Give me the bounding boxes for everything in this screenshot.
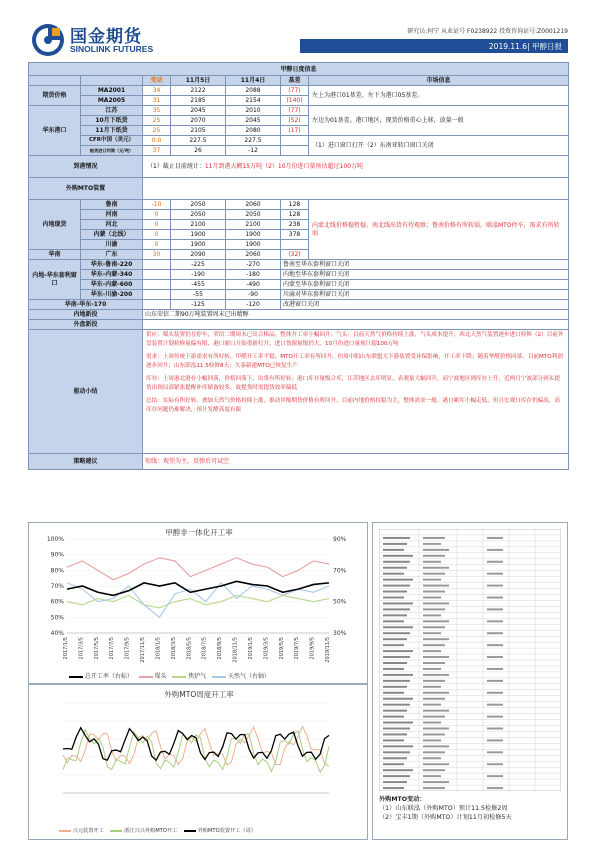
- side-table-cell-mark: [423, 620, 449, 622]
- chart-mto-plot: [29, 685, 369, 841]
- table-row: 河南: [81, 210, 143, 220]
- table-title: 甲醇日度信息: [29, 63, 569, 76]
- side-table-cell-mark: [383, 722, 413, 724]
- section-mto: 外购MTO装置: [29, 178, 143, 200]
- side-table-cell-mark: [487, 751, 503, 753]
- chart-legend: [69, 671, 369, 680]
- side-table-cell-mark: [383, 674, 413, 676]
- table-row: MA2005: [81, 96, 143, 106]
- side-table-cell-mark: [383, 739, 404, 741]
- side-table-cell-mark: [383, 591, 407, 593]
- header-date-1: 11月5日: [171, 76, 226, 86]
- side-table-cell-mark: [383, 585, 410, 587]
- section-east-port: 华东港口: [29, 106, 81, 156]
- section-inland: 内地现货: [29, 200, 81, 250]
- table-row: 江苏: [81, 106, 143, 116]
- table-row: 华南-华东-170: [29, 300, 143, 310]
- side-table-cell-mark: [423, 674, 449, 676]
- side-table-cell-mark: [423, 733, 445, 735]
- side-table-cell-mark: [423, 662, 445, 664]
- side-table-cell-mark: [383, 638, 407, 640]
- side-table-cell-mark: [423, 751, 445, 753]
- side-table-cell-mark: [487, 597, 503, 599]
- table-row: 广东: [81, 250, 143, 260]
- side-table-cell-mark: [423, 555, 445, 557]
- side-table-cell-mark: [383, 644, 404, 646]
- side-table-cell-mark: [423, 632, 441, 634]
- chart-legend: [59, 827, 369, 834]
- x-tick-label: 2018/11/5: [232, 637, 239, 663]
- side-table-cell-mark: [487, 680, 503, 682]
- side-table-cell-mark: [423, 686, 441, 688]
- chart-title: 外购MTO周度开工率: [164, 690, 234, 699]
- side-table-cell-mark: [423, 716, 445, 718]
- side-table-cell-mark: [423, 585, 449, 587]
- table-row: 华东-内蒙-600: [81, 280, 143, 290]
- header-change: 变动: [143, 76, 171, 86]
- x-tick-label: 2019/1/5: [247, 637, 254, 660]
- side-table-cell-mark: [487, 608, 503, 610]
- drivers-inventory: 库存：上周港北港存小幅回落，价格回落下，出货有所好转；港口库存量级合库，江苏地区去库明显，表观量大幅回升，而宁波地区则库存上升，近两日宁波部分码头提货出现局部紧张提醒补库储备较多，故提货时需提货效率偏低: [146, 376, 560, 391]
- y-tick-label: 40%: [50, 630, 64, 637]
- y-tick-label: 50%: [50, 614, 64, 622]
- y-tick-label: 80%: [50, 567, 64, 575]
- header-blank: [29, 76, 81, 86]
- side-table-cell-mark: [383, 668, 404, 670]
- side-table-cell-mark: [487, 561, 503, 563]
- side-table-cell-mark: [423, 591, 445, 593]
- side-table-cell-mark: [423, 579, 441, 581]
- x-tick-label: 2018/7/5: [201, 637, 208, 660]
- side-table-cell-mark: [383, 579, 413, 581]
- drivers-supply: 供应：煤头装置仍在停车，荣信二期周末已出合格品，整体开工率小幅回升；气头：目前天然气价格持续上涨，气头成本提升，西北天然气装置逐步进口检修（2）目前外盘装置计划检修量偏有限，港口窗口开始重新打开，进口货源量级仍大，10月份进口量预计超100万吨: [146, 332, 564, 347]
- side-table-cell-mark: [383, 650, 413, 652]
- table-row: 内蒙（北线）: [81, 230, 143, 240]
- side-table-cell-mark: [487, 644, 503, 646]
- import-window-note: （1）进口窗口打开（2）东南亚转口窗口关闭: [309, 136, 569, 156]
- side-table-cell-mark: [383, 728, 410, 730]
- side-table-cell-mark: [487, 668, 503, 670]
- table-row: 河北: [81, 220, 143, 230]
- side-caption-1: （1）山东联泓（外购MTO）预计11.5检修2周: [379, 805, 508, 812]
- side-table-cell-mark: [383, 626, 413, 628]
- header-blank-2: [81, 76, 143, 86]
- side-table-cell-mark: [383, 602, 413, 604]
- side-table-cell-mark: [383, 597, 404, 599]
- legend-gas: 天然气（右轴）: [227, 673, 270, 680]
- table-row: MA2001: [81, 86, 143, 96]
- y-tick-label: 70%: [50, 583, 64, 590]
- series-b-line: [63, 730, 329, 772]
- y-tick-label: 60%: [50, 598, 64, 606]
- side-table-cell-mark: [423, 787, 445, 789]
- side-table-cell-mark: [383, 608, 410, 610]
- side-table-cell-mark: [423, 698, 445, 700]
- section-strategy: 策略建议: [29, 454, 143, 470]
- legend-c: 外购MTO装置开工（周）: [197, 828, 256, 834]
- table-row: 川渝: [81, 240, 143, 250]
- x-tick-label: 2018/9/5: [217, 637, 224, 660]
- side-table-cell-mark: [423, 680, 445, 682]
- side-table-cell-mark: [383, 769, 413, 771]
- section-arbitrage: 内地-华东套利窗口: [29, 260, 81, 300]
- x-tick-label: 2017/7/5: [109, 637, 116, 660]
- x-tick-label: 2017/3/5: [78, 637, 85, 660]
- y-tick-label: 90%: [50, 551, 64, 559]
- side-table-cell-mark: [423, 638, 449, 640]
- side-table-cell-mark: [423, 549, 449, 551]
- header-basis: 基差: [281, 76, 309, 86]
- side-table-cell-mark: [423, 644, 445, 646]
- section-overseas-new: 外盘新投: [29, 320, 143, 330]
- analyst-info: 研究员:何宁 从业证号 F0238922 投资咨询证号:Z0001219: [407, 28, 568, 35]
- table-row: 10月下纸货: [81, 116, 143, 126]
- side-table-cell-mark: [423, 597, 441, 599]
- side-table-cell-mark: [487, 549, 503, 551]
- side-table-cell-mark: [487, 537, 503, 539]
- side-table-cell-mark: [423, 745, 449, 747]
- side-table-cell-mark: [383, 775, 410, 777]
- side-table-cell-mark: [423, 543, 441, 545]
- series-gas-line: [67, 583, 329, 617]
- logo-text-en: SINOLINK FUTURES: [70, 44, 154, 54]
- side-table-cell-mark: [423, 710, 449, 712]
- side-table-cell-mark: [383, 787, 404, 789]
- x-tick-label: 2017/1/5: [63, 637, 69, 660]
- logo-icon: [30, 22, 66, 58]
- side-table-cell-mark: [383, 698, 413, 700]
- side-table-cell-mark: [423, 537, 445, 539]
- inland-note: 内蒙北线价格稳暂稳。南北线出货有待观察；鲁南价格有所转弱，联泓MTO停车，需求有所转弱: [309, 200, 569, 260]
- series-total-line: [67, 581, 329, 595]
- side-table-cell-mark: [383, 632, 410, 634]
- legend-coal: 煤头: [154, 673, 167, 680]
- section-futures: 期货价格: [29, 86, 81, 106]
- side-table-cell-mark: [383, 763, 404, 765]
- arrival-prefix: （1）截止目前统计：: [147, 163, 205, 170]
- side-table-cell-mark: [423, 722, 441, 724]
- daily-info-table: 甲醇日度信息 变动 11月5日 11月4日 基差 市场信息 期货价格 MA2001 34 2122 2088 (77) 左上为港口01基差、左下为港口05基差。 MA2005 31 2185 2154 (140) 华东港口 江苏 35 2045 2010 (77) 左边为01基差。港口地区，现货价格重心上移，放量一般 10月下纸货 25 2070 2045 (52) 11月下纸货 25 2105 2080 (17) CFR中国（美元） 0.0 227.5 227.5 （1）进口窗口打开（2）东南亚转口窗口关闭 船货进口利润（元/吨） 37 26 -12 到港情况 （1）截止目前统计：11月到港大概15万吨（2）10月份进口量预估超过100万吨 外购MTO装置 内地现货 鲁南 -10 2050 2060 128 内蒙北线价格稳暂稳。南北线出货有待观察；鲁南价格有所转弱，联泓MTO停车，需求有所转弱 河南 0 2050 2050 128 河北 0 2100 2100 238 内蒙（北线） 0 1900 1900 378 川渝 0 1900 1900 华南 广东 30 2090 2060 (32) 内地-华东套利窗口 华东-鲁南-220 -225 -270 鲁南至华东套利窗口关闭 华东-内蒙-340 -190 -180 内地至华东套利窗口关闭 华东-内蒙-600 -455 -490 内蒙至华东套利窗口关闭 华东-川渝-200 -55 -90 川渝对华东套利窗口关闭 华南-华东-170 -125 -120 改港窗口关闭 内地新投 山东荣信二期90万吨装置周末已出精醇 外盘新投 驱动小结 供应：煤头装置仍在停车，荣信二期周末已出合格品，整体开工率小幅回升；气头：目前天然气价格持续上涨，气头成本提升，西北天然气装置逐步进口检修（2）目前外盘装置计划检修量偏有限，港口窗口开始重新打开，进口货源量级仍大，10月份进口量预计超100万吨 需求：上周传统下游需求有所好转，甲醛开工率平稳，MTO开工率有所回升，但周中阳山东联盟大下游装置受环保影响，开工率下降；随着华醛价格回落，目前MTO利润逐步回升；山东联泓11.5检修8天；久泰新建MTO已恢复生产 库存：上周港北港存小幅回落，价格回落下，出货有所好转；港口库存量级合库，江苏地区去库明显，表观量大幅回升，而宁波地区则库存上升，近两日宁波部分码头提货出现局部紧张提醒补库储备较多，故提货时需提货效率偏低 总结：实际有所好转，叠加天然气价格持续上涨，推动甲醇期货价格有所回升，目前内地价格持稳为主，整体需求一般。港口累库小幅走低，但且宏观口库存仍偏高，高库存问题仍难解决，预计发酵高度有限 策略建议 短线：观望为主，反弹后可试空: [28, 62, 569, 470]
- header-date-2: 11月4日: [226, 76, 281, 86]
- side-table-cell-mark: [423, 561, 441, 563]
- side-table-cell-mark: [487, 585, 503, 587]
- side-table-cell-mark: [383, 757, 407, 759]
- side-table-cell-mark: [383, 716, 404, 718]
- side-table-cell-mark: [383, 543, 407, 545]
- side-table-cell-mark: [423, 757, 441, 759]
- side-table-cell-mark: [423, 656, 449, 658]
- side-table-cell-mark: [423, 650, 441, 652]
- side-table-cell-mark: [383, 549, 404, 551]
- legend-a: 兴元装置开工: [72, 828, 104, 834]
- side-table-cell-mark: [383, 561, 410, 563]
- table-row: CFR中国（美元）: [81, 136, 143, 146]
- side-table-cell-mark: [487, 573, 503, 575]
- overseas-new-blank: [143, 320, 569, 330]
- y-tick-label: 100%: [46, 536, 64, 543]
- section-inland-new: 内地新投: [29, 310, 143, 320]
- side-table-cell-mark: [383, 733, 407, 735]
- side-table-cell-mark: [423, 626, 445, 628]
- x-tick-label: 2019/7/5: [294, 637, 301, 660]
- side-table-cell-mark: [383, 614, 407, 616]
- table-row: 华东-内蒙-340: [81, 270, 143, 280]
- x-tick-label: 2017/5/5: [93, 637, 100, 660]
- table-row: 11月下纸货: [81, 126, 143, 136]
- side-table-cell-mark: [423, 608, 445, 610]
- side-table-cell-mark: [383, 537, 410, 539]
- side-table-cell-mark: [423, 567, 449, 569]
- side-table-cell-mark: [423, 769, 445, 771]
- side-table-cell-mark: [487, 716, 503, 718]
- logo-text-cn: 国金期货: [70, 27, 142, 47]
- side-table-cell-mark: [423, 739, 441, 741]
- arrival-text: 11月到港大概15万吨（2）10月份进口量预估超过100万吨: [204, 163, 364, 170]
- side-table-cell-mark: [383, 751, 410, 753]
- futures-note: 左上为港口01基差、左下为港口05基差。: [309, 86, 569, 106]
- side-table-cell-mark: [383, 656, 410, 658]
- side-table-cell-mark: [487, 775, 503, 777]
- side-table-cell-mark: [487, 632, 503, 634]
- section-arrival: 到港情况: [29, 156, 143, 178]
- side-table-cell-mark: [423, 614, 441, 616]
- side-table-cell-mark: [383, 692, 404, 694]
- mto-blank: [143, 178, 569, 200]
- side-table-cell-mark: [487, 704, 503, 706]
- section-south: 华南: [29, 250, 81, 260]
- side-table-cell-mark: [487, 763, 503, 765]
- side-table-cell-mark: [383, 573, 404, 575]
- legend-total: 总开工率（右标）: [84, 673, 133, 680]
- side-table-cell-mark: [383, 680, 410, 682]
- side-table-cell-mark: [487, 656, 503, 658]
- x-tick-label: 2017/9/5: [124, 637, 131, 660]
- chart-utilization-plot: [29, 523, 369, 685]
- side-table-cell-mark: [423, 602, 449, 604]
- table-row: 华东-鲁南-220: [81, 260, 143, 270]
- side-table-cell-mark: [383, 662, 407, 664]
- side-table-cell-mark: [383, 704, 410, 706]
- side-caption-2: （2）宝丰1期（外购MTO）计划11月初检修5天: [379, 814, 512, 821]
- report-title: 2019.11.6| 甲醇日报: [488, 42, 562, 51]
- legend-coke: 焦炉气: [188, 673, 207, 680]
- x-tick-label: 2018/5/5: [186, 637, 193, 660]
- legend-b: 浙江兴兴外购MTO开工: [124, 828, 178, 834]
- side-table-cell-mark: [487, 620, 503, 622]
- y2-tick-label: 90%: [333, 536, 347, 543]
- x-tick-label: 2018/1/5: [155, 637, 162, 660]
- drivers-summary: 总结：实际有所好转，叠加天然气价格持续上涨，推动甲醇期货价格有所回升，目前内地价格持稳为主，整体需求一般。港口累库小幅走低，但且宏观口库存仍偏高，高库存问题仍难解决，预计发酵高度有限: [146, 398, 560, 413]
- y2-tick-label: 50%: [333, 598, 347, 606]
- side-table-cell-mark: [487, 787, 503, 789]
- side-table-cell-mark: [423, 692, 449, 694]
- chart-mto: [28, 684, 368, 840]
- side-table-cell-mark: [487, 692, 503, 694]
- side-table-cell-mark: [383, 567, 407, 569]
- side-panel: [372, 522, 568, 840]
- table-row: 船货进口利润（元/吨）: [81, 146, 143, 156]
- section-drivers: 驱动小结: [29, 330, 143, 454]
- side-table-image: [379, 529, 561, 791]
- x-tick-label: 2019/3/5: [263, 637, 270, 660]
- side-table-cell-mark: [383, 620, 404, 622]
- inland-new-text: 山东荣信二期90万吨装置周末已出精醇: [143, 310, 569, 320]
- header-market-info: 市场信息: [309, 76, 569, 86]
- side-table-cell-mark: [423, 775, 441, 777]
- side-table-cell-mark: [423, 763, 449, 765]
- side-table-cell-mark: [487, 739, 503, 741]
- side-table-cell-mark: [423, 728, 449, 730]
- side-table-cell-mark: [383, 686, 407, 688]
- side-table-cell-mark: [383, 781, 407, 783]
- chart-utilization: [28, 522, 368, 684]
- east-port-note: 左边为01基差。港口地区，现货价格重心上移，放量一般: [309, 106, 569, 136]
- x-tick-label: 2019/5/5: [278, 637, 285, 660]
- side-table-cell-mark: [383, 555, 413, 557]
- series-coal-line: [67, 558, 329, 580]
- side-table-cell-mark: [383, 745, 413, 747]
- drivers-demand: 需求：上周传统下游需求有所好转，甲醛开工率平稳，MTO开工率有所回升，但周中阳山东联盟大下游装置受环保影响，开工率下降；随着华醛价格回落，目前MTO利润逐步回升；山东联泓11.5检修8天；久泰新建MTO已恢复生产: [146, 354, 563, 369]
- side-table-cell-mark: [423, 704, 441, 706]
- y2-tick-label: 70%: [333, 567, 347, 575]
- chart-title: 甲醇非一体化开工率: [165, 528, 233, 537]
- x-tick-label: 2019/9/5: [309, 637, 316, 660]
- side-table-cell-mark: [383, 710, 407, 712]
- table-row: 华东-川渝-200: [81, 290, 143, 300]
- side-caption-title: 外购MTO变动：: [379, 796, 426, 803]
- x-tick-label: 2019/11/5: [325, 637, 331, 663]
- side-table-cell-mark: [423, 573, 445, 575]
- side-table-cell-mark: [487, 728, 503, 730]
- x-tick-label: 2017/11/5: [140, 637, 147, 663]
- strategy-text: 短线：观望为主，反弹后可试空: [143, 454, 569, 470]
- table-row: 鲁南: [81, 200, 143, 210]
- side-table-cell-mark: [423, 781, 449, 783]
- side-table-cell-mark: [423, 668, 441, 670]
- y2-tick-label: 30%: [333, 630, 347, 637]
- x-tick-label: 2018/3/5: [170, 637, 177, 660]
